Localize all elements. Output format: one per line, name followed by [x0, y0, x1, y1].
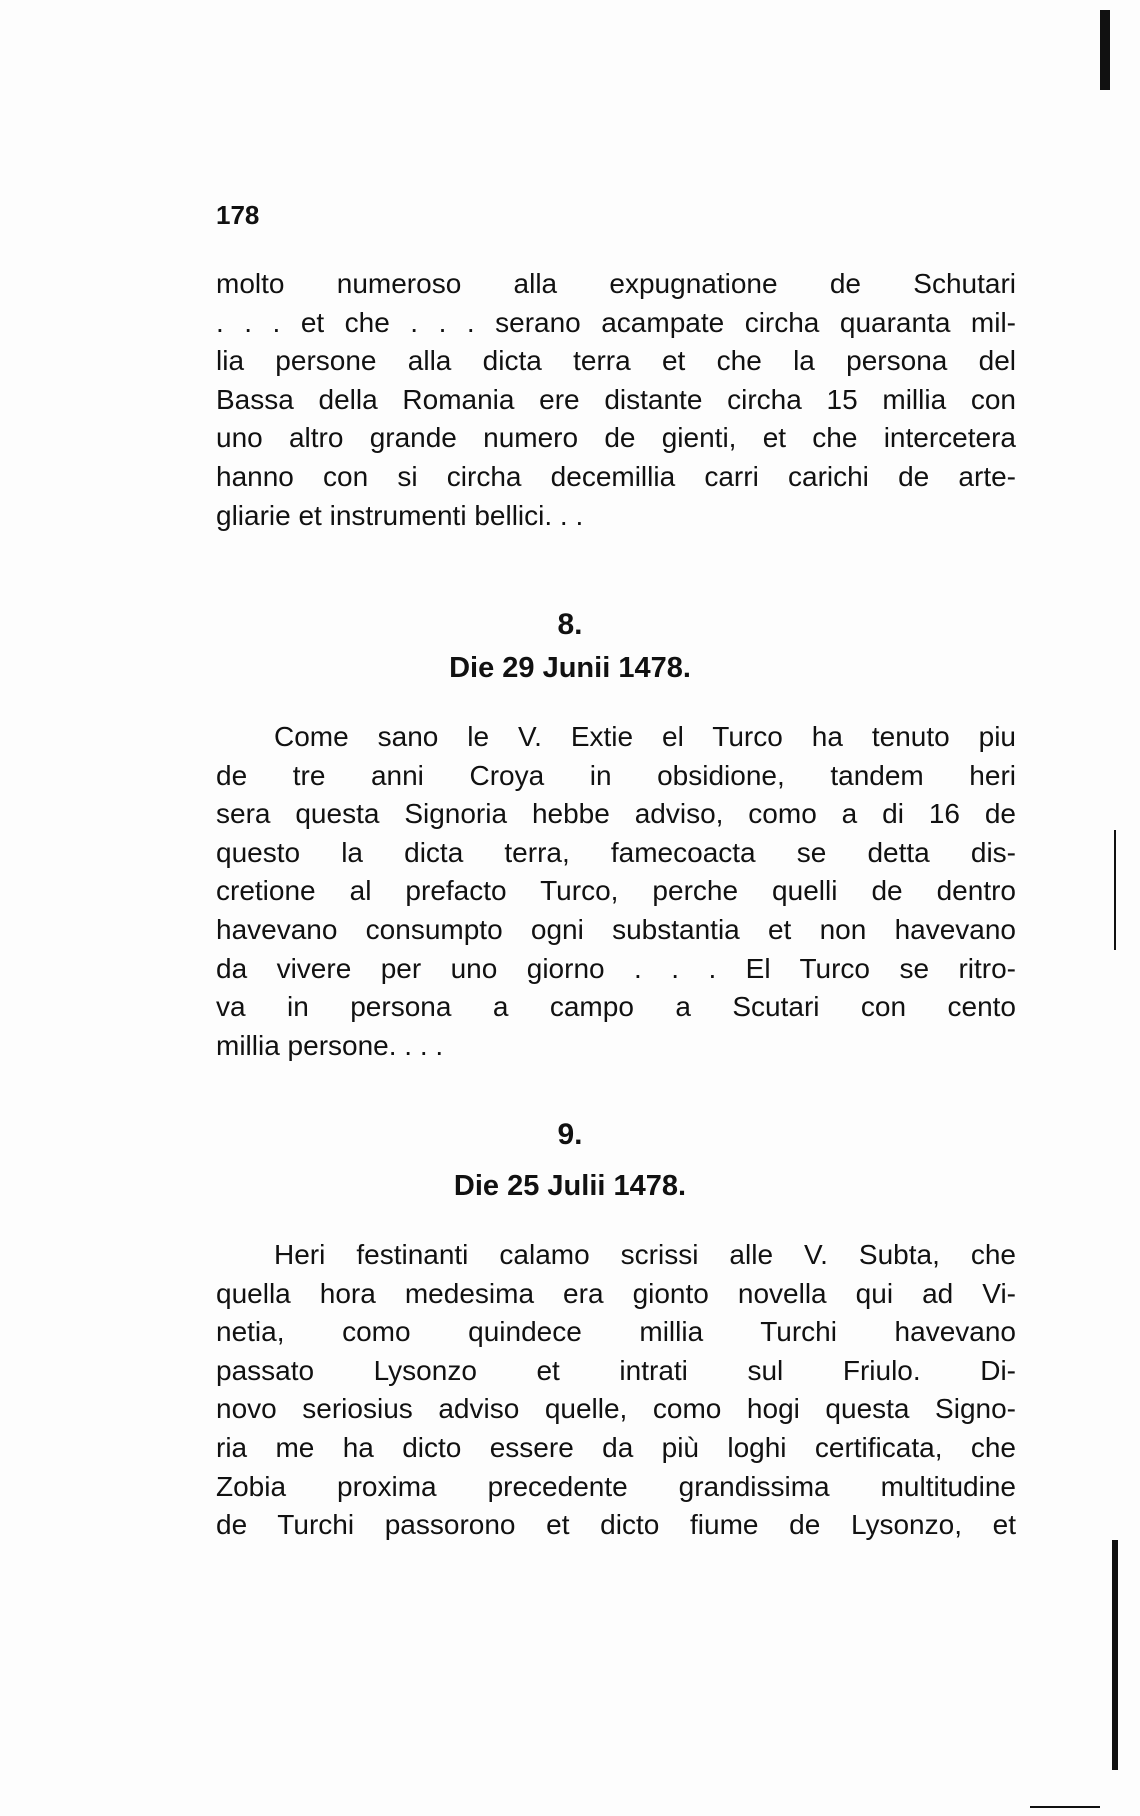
text-line: sera questa Signoria hebbe adviso, como a di 16 de [216, 798, 1016, 830]
text-line: novo seriosius adviso quelle, como hogi questa Signo- [216, 1393, 1016, 1425]
text-line: . . . et che . . . serano acampate circha quaranta mil- [216, 306, 1016, 338]
section-9-number: 9. [557, 1118, 583, 1151]
text-line: lia persone alla dicta terra et che la persona del [216, 345, 1016, 377]
text-line: havevano consumpto ogni substantia et non havevano [216, 913, 1016, 945]
scan-edge-mark-right-1 [1114, 830, 1116, 950]
text-line: millia persone. . . . [216, 1029, 444, 1061]
text-line: Bassa della Romania ere distante circha 15 millia con [216, 383, 1016, 415]
text-line: netia, como quindece millia Turchi havevano [216, 1316, 1016, 1348]
section-8-number: 8. [557, 608, 583, 641]
section-8-date: Die 29 Junii 1478. [449, 652, 691, 684]
text-line: questo la dicta terra, famecoacta se detta dis- [216, 836, 1016, 868]
text-line: quella hora medesima era gionto novella qui ad Vi- [216, 1277, 1016, 1309]
text-line: da vivere per uno giorno . . . El Turco se ritro- [216, 952, 1016, 984]
text-line: gliarie et instrumenti bellici. . . [216, 499, 584, 531]
scan-edge-mark-top [1100, 10, 1110, 90]
section-9-date: Die 25 Julii 1478. [453, 1170, 687, 1202]
text-line: ria me ha dicto essere da più loghi certificata, che [216, 1431, 1016, 1463]
section-8-paragraph [216, 718, 1016, 1065]
text-line: de tre anni Croya in obsidione, tandem heri [216, 759, 1016, 791]
text-line: molto numeroso alla expugnatione de Schutari [216, 268, 1016, 299]
intro-paragraph [216, 265, 1016, 535]
text-line: uno altro grande numero de gienti, et che intercetera [216, 422, 1016, 454]
text-line: cretione al prefacto Turco, perche quelli de dentro [216, 875, 1016, 907]
scan-edge-mark-right-2 [1112, 1540, 1118, 1770]
section-9-paragraph [216, 1236, 1016, 1545]
text-line: Come sano le V. Extie el Turco ha tenuto piu [274, 721, 1016, 752]
text-line: hanno con si circha decemillia carri carichi de arte- [216, 460, 1016, 492]
text-line: Zobia proxima precedente grandissima multitudine [216, 1470, 1016, 1502]
scan-edge-mark-bottom [1030, 1806, 1100, 1808]
page-number: 178 [216, 200, 260, 230]
text-line: passato Lysonzo et intrati sul Friulo. Di- [216, 1354, 1016, 1386]
text-line: Heri festinanti calamo scrissi alle V. Subta, che [274, 1239, 1016, 1270]
text-line: de Turchi passorono et dicto fiume de Lysonzo, et [216, 1509, 1016, 1541]
text-line: va in persona a campo a Scutari con cento [216, 991, 1016, 1023]
